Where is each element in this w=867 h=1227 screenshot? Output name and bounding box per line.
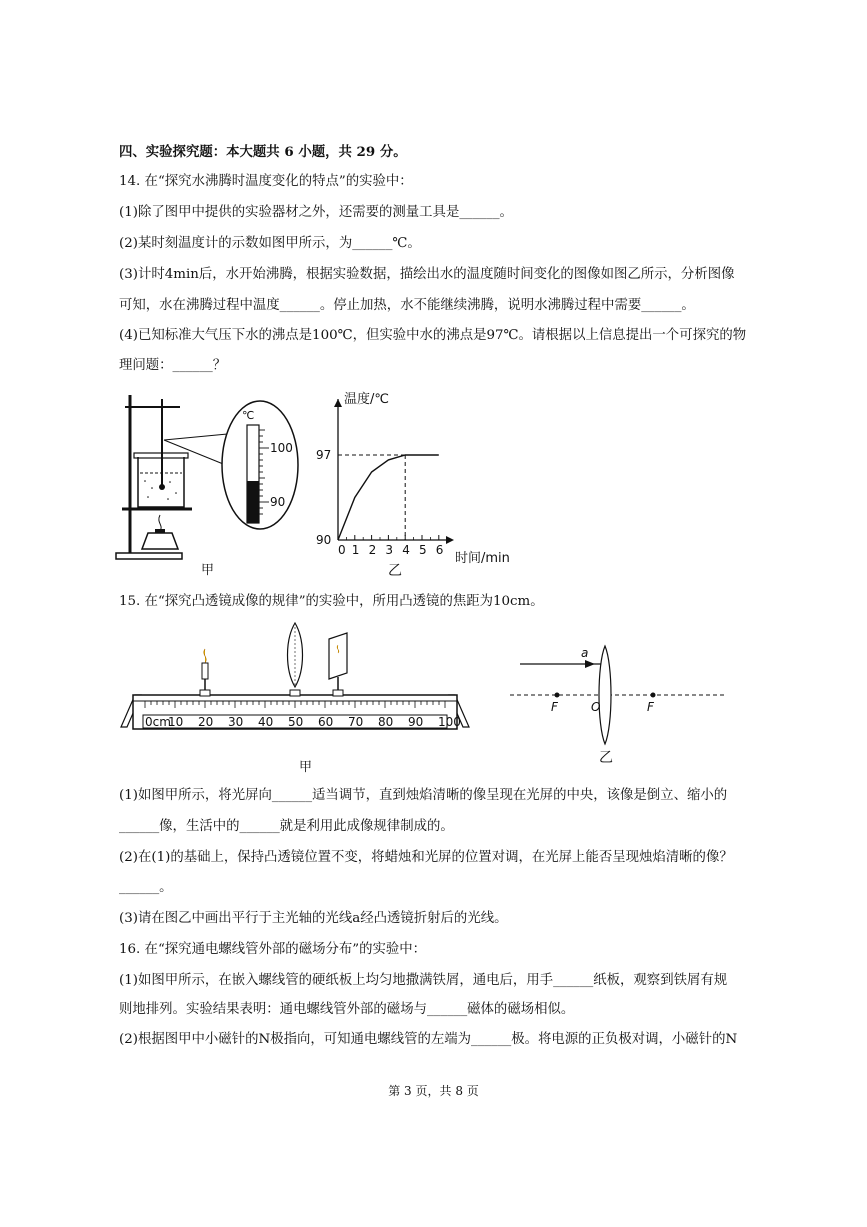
ruler-label: 0cm xyxy=(145,715,171,729)
chart-y-axis-label: 温度/℃ xyxy=(344,392,389,407)
ray-arrow xyxy=(585,660,595,668)
candle xyxy=(200,649,210,696)
thermo-label-90: 90 xyxy=(270,495,286,509)
q16-part1-line2: 则地排列。实验结果表明：通电螺线管外部的磁场与______磁体的磁场相似。 xyxy=(119,1002,575,1017)
q14-figure-jia xyxy=(110,385,320,580)
q15-part2-line2: ______。 xyxy=(119,880,173,895)
fig-caption-yi: 乙 xyxy=(388,563,402,579)
ruler-label: 60 xyxy=(318,715,334,729)
q15-part1-line2: ______像，生活中的______就是利用此成像规律制成的。 xyxy=(119,819,454,834)
x-tick-label: 6 xyxy=(435,543,444,557)
y-tick-label: 90 xyxy=(316,533,332,547)
ruler-label: 30 xyxy=(228,715,244,729)
q16-stem: 16. 在“探究通电螺线管外部的磁场分布”的实验中： xyxy=(119,942,427,957)
ruler-label: 40 xyxy=(258,715,274,729)
q15-stem: 15. 在“探究凸透镜成像的规律”的实验中，所用凸透镜的焦距为10cm。 xyxy=(119,594,544,609)
chart-axes xyxy=(316,399,454,557)
label-f-right: F xyxy=(647,700,654,714)
ruler-label: 90 xyxy=(408,715,424,729)
convex-lens xyxy=(599,646,611,744)
q15-part1-line1: (1)如图甲所示，将光屏向______适当调节，直到烛焰清晰的像呈现在光屏的中央，该像是倒立、缩小的 xyxy=(119,788,728,803)
label-o: O xyxy=(591,700,601,714)
section-title: 四、实验探究题：本大题共 6 小题，共 29 分。 xyxy=(119,144,407,160)
q14-chart-yi xyxy=(310,385,530,580)
ruler-label: 80 xyxy=(378,715,394,729)
q15-figure-yi xyxy=(505,640,730,770)
q14-part3-line2: 可知，水在沸腾过程中温度______。停止加热，水不能继续沸腾，说明水沸腾过程中需要______。 xyxy=(119,298,695,313)
x-tick-label: 1 xyxy=(351,543,360,557)
chart-x-axis-label: 时间/min xyxy=(455,551,510,566)
fig-caption-jia: 甲 xyxy=(201,563,215,578)
light-screen xyxy=(329,633,347,696)
fig-caption-yi: 乙 xyxy=(599,750,613,766)
label-f-left: F xyxy=(551,700,558,714)
thermometer-callout xyxy=(222,401,298,529)
stand-base xyxy=(116,553,182,559)
temperature-curve xyxy=(338,455,439,540)
q15-part2-line1: (2)在(1)的基础上，保持凸透镜位置不变，将蜡烛和光屏的位置对调，在光屏上能否呈现烛焰清晰的像？ xyxy=(119,850,733,865)
q15-figure-jia xyxy=(115,615,475,780)
alcohol-lamp xyxy=(142,533,178,549)
x-axis-arrow xyxy=(446,536,454,544)
ruler-label: 10 xyxy=(168,715,184,729)
y-axis-arrow xyxy=(334,399,342,407)
water-dots xyxy=(144,480,177,500)
x-tick-label: 3 xyxy=(385,543,394,557)
q14-part2: (2)某时刻温度计的示数如图甲所示，为______℃。 xyxy=(119,236,421,251)
thermo-label-100: 100 xyxy=(270,441,293,455)
x-tick-label: 0 xyxy=(338,543,346,557)
ruler-label: 100 xyxy=(438,715,461,729)
q14-part1: (1)除了图甲中提供的实验器材之外，还需要的测量工具是______。 xyxy=(119,205,513,220)
ruler-label: 20 xyxy=(198,715,214,729)
q14-part4-line1: (4)已知标准大气压下水的沸点是100℃，但实验中水的沸点是97℃。请根据以上信息提出一个可探究的物 xyxy=(119,328,747,343)
ruler-label: 50 xyxy=(288,715,304,729)
x-tick-label: 2 xyxy=(368,543,377,557)
ruler-label: 70 xyxy=(348,715,364,729)
flame xyxy=(159,515,161,531)
ray-label-a: a xyxy=(581,646,589,660)
x-tick-label: 4 xyxy=(402,543,410,557)
q14-part3-line1: (3)计时4min后，水开始沸腾，根据实验数据，描绘出水的温度随时间变化的图像如图乙所示，分析图像 xyxy=(119,267,735,282)
convex-lens xyxy=(288,623,303,696)
focus-left xyxy=(555,693,560,698)
q14-stem: 14. 在“探究水沸腾时温度变化的特点”的实验中： xyxy=(119,174,413,189)
y-tick-label: 97 xyxy=(316,448,332,462)
chart-marks xyxy=(338,455,439,540)
fig-caption-jia: 甲 xyxy=(299,760,313,775)
focus-right xyxy=(651,693,656,698)
page-footer: 第 3 页，共 8 页 xyxy=(388,1084,479,1098)
q16-part2-line1: (2)根据图甲中小磁针的N极指向，可知通电螺线管的左端为______极。将电源的正负极对调，小磁针的N xyxy=(119,1032,738,1047)
mercury-column xyxy=(247,481,259,523)
thermo-unit: ℃ xyxy=(242,409,255,422)
q15-part3: (3)请在图乙中画出平行于主光轴的光线a经凸透镜折射后的光线。 xyxy=(119,911,508,926)
q14-part4-line2: 理问题：______？ xyxy=(119,358,227,373)
q16-part1-line1: (1)如图甲所示，在嵌入螺线管的硬纸板上均匀地撒满铁屑，通电后，用手______纸板，观察到铁屑有规 xyxy=(119,973,728,988)
x-tick-label: 5 xyxy=(419,543,427,557)
